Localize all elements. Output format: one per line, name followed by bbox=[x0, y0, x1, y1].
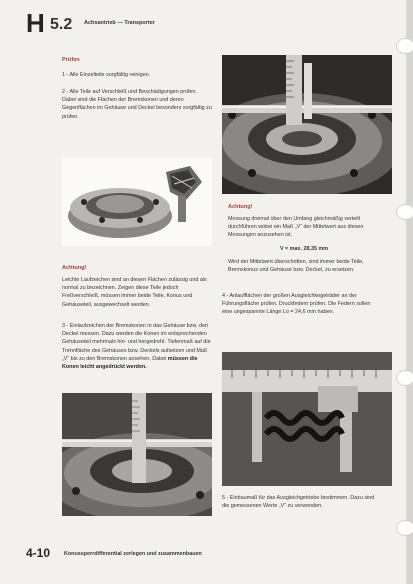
step-3-bold: müssen die Konen leicht angedrückt werden. bbox=[62, 355, 198, 371]
section-title: Achsantrieb — Transporter bbox=[84, 20, 155, 26]
step-2: 2 - Alle Teile auf Verschleiß und Beschädigungen prüfen. Dabei sind die Flächen der Bremskonen und deren Gegenflächen im Gehäuse und Deckel besonders sorgfältig zu prüfen. bbox=[62, 89, 212, 120]
step-5: 5 - Einbaumaß für das Ausgleichgetriebe bestimmen. Dazu sind die gemessenen Werte „V“ zu verwenden. bbox=[222, 495, 375, 510]
punch-hole bbox=[396, 204, 413, 220]
page-number: 4-10 bbox=[26, 546, 51, 560]
footer-title: Konussperrdifferential zerlegen und zusammenbauen bbox=[64, 551, 202, 557]
measure-formula: V = max. 28,35 mm bbox=[279, 246, 329, 252]
step-3-text: 3 - Einlaufzeichen der Bremskonen in das Gehäuse bzw. den Deckel messen. Dazu werden die Konen im entsprechenden Gehäuseteil mehrmals hin- und hergedreht. Tiefenmaß auf die Trennfläche des Gehäuses bzw. Deckels aufsetzen und Maß „V“ bis zu den Bremskonen ansehen. Dabei bbox=[62, 323, 211, 362]
step-4: 4 - Anlaufflächen der großen Ausgleichkegelräder an der Führungsfläche prüfen. Druckfedern prüfen. Die Federn sollen eine ungespannte Länge Lo = 24,6 mm haben. bbox=[222, 293, 371, 316]
photo-depth-gauge-cover bbox=[222, 55, 392, 194]
step-3 bbox=[62, 322, 212, 371]
punch-hole bbox=[396, 520, 413, 536]
photo-depth-gauge-housing bbox=[62, 393, 212, 516]
left-achtung-title: Achtung! bbox=[62, 265, 87, 271]
photo-differential-gears bbox=[62, 158, 212, 246]
section-letter: H bbox=[26, 8, 45, 38]
left-achtung-text: Leichte Laufzeichen sind an diesen Flächen zulässig und als normal zu bezeichnen. Zeigen diese Teile jedoch Freßverschleiß, müssen immer beide Teile, Konus und Gehäuseteil, ausgewechselt werden. bbox=[62, 277, 207, 308]
right-achtung-text: Messung dreimal über den Umfang gleichmäßig verteilt durchführen wobei ein Maß „V“ der Mittelwert aus diesen Messungen anzusehen ist. bbox=[228, 216, 364, 239]
punch-hole bbox=[396, 370, 413, 386]
photo-caliper-springs bbox=[222, 352, 392, 486]
right-after-formula: Wird der Mittelwert überschritten, sind immer beide Teile, Bremskonus und Gehäuse bzw. Deckel, zu ersetzen. bbox=[228, 259, 364, 274]
heading-pruefen: Prüfen bbox=[62, 57, 80, 63]
punch-hole bbox=[396, 38, 413, 54]
right-achtung-title: Achtung! bbox=[228, 204, 253, 210]
step-1: 1 - Alle Einzelteile sorgfältig reinigen. bbox=[62, 72, 151, 78]
section-number: 5.2 bbox=[50, 16, 73, 33]
page-edge bbox=[406, 0, 413, 584]
